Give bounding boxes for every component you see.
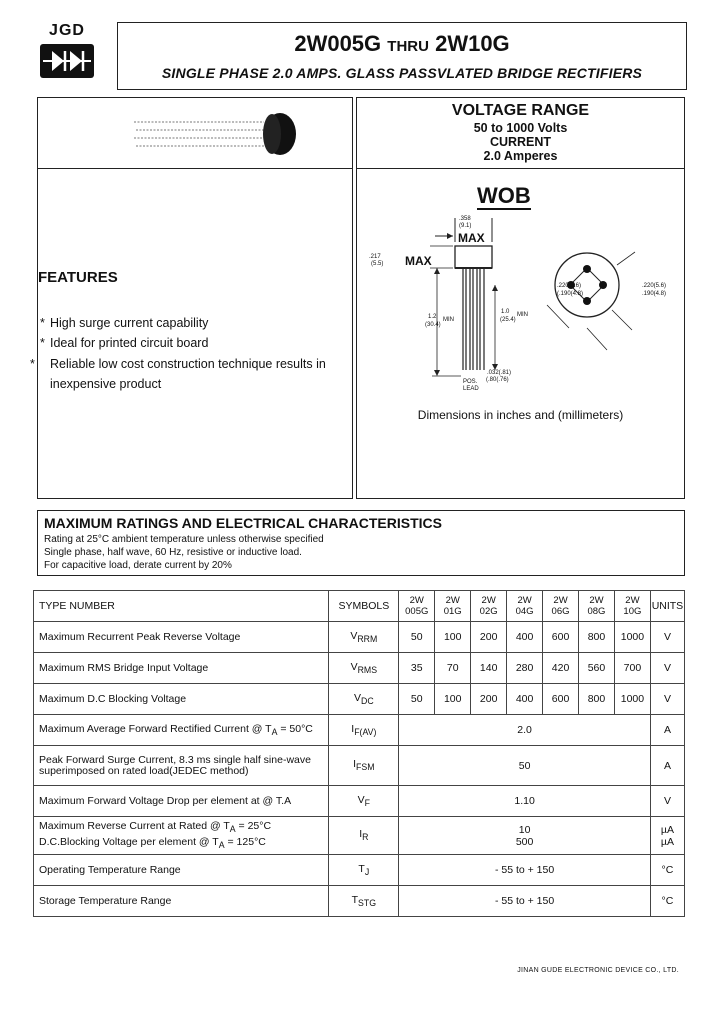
row-parameter: Maximum RMS Bridge Input Voltage	[34, 653, 329, 684]
row-unit: V	[650, 622, 684, 653]
row-value: 1000	[614, 684, 650, 715]
row-unit: µA µA	[650, 817, 684, 855]
header-type-number: TYPE NUMBER	[34, 591, 329, 622]
feature-text: Ideal for printed circuit board	[50, 336, 209, 350]
row-value: 560	[579, 653, 615, 684]
row-parameter: Maximum Forward Voltage Drop per element at @ T.A	[34, 786, 329, 817]
row-value: 140	[471, 653, 507, 684]
row-value: 280	[507, 653, 543, 684]
row-value: 70	[435, 653, 471, 684]
header-part: 2W 04G	[507, 591, 543, 622]
voltage-range-value: 50 to 1000 Volts	[473, 121, 568, 135]
company-logo	[38, 22, 96, 82]
row-parameter: Maximum Average Forward Rectified Current @ $T_A = 50^\circ C$	[34, 715, 329, 746]
dim-label: (5.5)	[371, 261, 384, 267]
header-units: UNITS	[650, 591, 684, 622]
diode-logo-icon	[40, 44, 94, 78]
dim-label: (9.1)	[459, 223, 472, 229]
company-footer: JINAN GUDE ELECTRONIC DEVICE CO., LTD.	[517, 967, 679, 974]
current-label: CURRENT	[489, 135, 552, 149]
current-value: 2.0 Amperes	[483, 149, 558, 163]
dim-label: .217	[369, 254, 381, 260]
feature-item: * Ideal for printed circuit board	[40, 336, 209, 350]
row-unit: A	[650, 715, 684, 746]
dim-label: .032(.81)	[487, 370, 512, 376]
max-label: MAX	[458, 231, 485, 245]
package-outline-drawing	[357, 210, 686, 400]
row-value: 200	[471, 622, 507, 653]
row-symbol: $V_{DC}$	[329, 684, 399, 715]
row-symbol: $I_{F(AV)}$	[329, 715, 399, 746]
row-value: 420	[543, 653, 579, 684]
table-row	[34, 786, 685, 817]
row-value: 600	[543, 622, 579, 653]
table-row	[34, 684, 685, 715]
voltage-range-label: VOLTAGE RANGE	[451, 102, 590, 119]
row-unit: A	[650, 746, 684, 786]
header-part: 2W 01G	[435, 591, 471, 622]
row-symbol: $T_{STG}$	[329, 886, 399, 917]
left-panel	[30, 97, 353, 499]
pos-lead-label: POS.	[463, 379, 478, 385]
row-value: 50	[399, 746, 651, 786]
row-value: 700	[614, 653, 650, 684]
table-row	[34, 622, 685, 653]
row-value: 100	[435, 684, 471, 715]
feature-text: High surge current capability	[50, 316, 209, 330]
row-value: 600	[543, 684, 579, 715]
row-value: 200	[471, 684, 507, 715]
row-symbol: $T_J$	[329, 855, 399, 886]
row-value: 800	[579, 684, 615, 715]
header-part: 2W 06G	[543, 591, 579, 622]
dim-label: (30.4)	[425, 322, 441, 328]
panel-divider	[38, 168, 352, 169]
row-value: - 55 to + 150	[399, 886, 651, 917]
row-value: 800	[579, 622, 615, 653]
table-row	[34, 817, 685, 855]
characteristics-table	[33, 590, 685, 917]
thru-label: THRU	[387, 38, 429, 55]
logo-text: JGD	[49, 22, 85, 39]
table-row	[34, 746, 685, 786]
dim-label: (.190(4.8)	[557, 291, 584, 297]
dimensions-note: Dimensions in inches and (millimeters)	[417, 408, 624, 422]
dim-label: 1.0	[501, 309, 510, 315]
header-part: 2W 02G	[471, 591, 507, 622]
dim-label: .220(5.6)	[557, 283, 582, 289]
dim-label: 1.2	[428, 314, 437, 320]
row-unit: V	[650, 653, 684, 684]
table-header-row	[34, 591, 685, 622]
row-unit: °C	[650, 886, 684, 917]
row-value: 10 500	[399, 817, 651, 855]
ratings-title: MAXIMUM RATINGS AND ELECTRICAL CHARACTERISTICS	[44, 515, 442, 531]
feature-item: * Reliable low cost construction technique results in inexpensive product	[30, 357, 326, 391]
row-value: - 55 to + 150	[399, 855, 651, 886]
table-row	[34, 715, 685, 746]
dim-label: (25.4)	[500, 317, 516, 323]
product-subtitle: SINGLE PHASE 2.0 AMPS. GLASS PASSVLATED BRIDGE RECTIFIERS	[161, 65, 643, 81]
ratings-note: For capacitive load, derate current by 20%	[44, 560, 232, 571]
pos-lead-label: LEAD	[463, 386, 479, 392]
row-parameter: Maximum Recurrent Peak Reverse Voltage	[34, 622, 329, 653]
row-parameter: Maximum Reverse Current at Rated @ $T_A = 25^\circ C$ D.C.Blocking Voltage per element @ $T_A = 125^\circ C$	[34, 817, 329, 855]
header-part: 2W 10G	[614, 591, 650, 622]
header-part: 2W 08G	[579, 591, 615, 622]
row-symbol: $V_{RMS}$	[329, 653, 399, 684]
row-value: 400	[507, 622, 543, 653]
dim-label: .190(4.8)	[642, 291, 667, 297]
row-parameter: Operating Temperature Range	[34, 855, 329, 886]
ratings-note: Single phase, half wave, 60 Hz, resistive or inductive load.	[44, 547, 302, 558]
panel-divider	[357, 168, 684, 169]
row-symbol: $V_{RRM}$	[329, 622, 399, 653]
row-value: 1000	[614, 622, 650, 653]
row-value: 35	[399, 653, 435, 684]
header-symbols: SYMBOLS	[329, 591, 399, 622]
row-parameter: Storage Temperature Range	[34, 886, 329, 917]
row-value: 100	[435, 622, 471, 653]
row-value: 50	[399, 622, 435, 653]
feature-text: Reliable low cost construction technique results in inexpensive product	[50, 357, 326, 391]
part-range-title	[118, 31, 686, 57]
min-label: MIN	[517, 312, 528, 318]
dim-label: .358	[459, 216, 471, 222]
table-row	[34, 653, 685, 684]
table-row	[34, 855, 685, 886]
row-value: 50	[399, 684, 435, 715]
dim-label: (.80(.76)	[486, 377, 509, 383]
row-symbol: $I_{FSM}$	[329, 746, 399, 786]
ratings-note: Rating at 25°C ambient temperature unless otherwise specified	[44, 534, 324, 545]
max-label: MAX	[405, 254, 432, 268]
row-unit: V	[650, 786, 684, 817]
ratings-box	[37, 510, 685, 576]
row-parameter: Peak Forward Surge Current, 8.3 ms single half sine-wave superimposed on rated load(JEDEC method)	[34, 746, 329, 786]
row-value: 400	[507, 684, 543, 715]
part-from: 2W005G	[294, 31, 382, 56]
package-name: WOB	[477, 183, 531, 208]
table-row	[34, 886, 685, 917]
row-parameter: Maximum D.C Blocking Voltage	[34, 684, 329, 715]
row-value: 2.0	[399, 715, 651, 746]
part-to: 2W10G	[435, 31, 510, 56]
dim-label: .220(5.6)	[642, 283, 667, 289]
features-title: FEATURES	[38, 269, 118, 286]
min-label: MIN	[443, 317, 454, 323]
feature-item: * High surge current capability	[40, 316, 209, 330]
header-part: 2W 005G	[399, 591, 435, 622]
row-unit: V	[650, 684, 684, 715]
title-box	[117, 22, 687, 90]
device-photo-icon	[126, 100, 296, 167]
row-value: 1.10	[399, 786, 651, 817]
row-symbol: $I_R$	[329, 817, 399, 855]
row-symbol: $V_F$	[329, 786, 399, 817]
right-panel	[356, 97, 685, 499]
row-unit: °C	[650, 855, 684, 886]
